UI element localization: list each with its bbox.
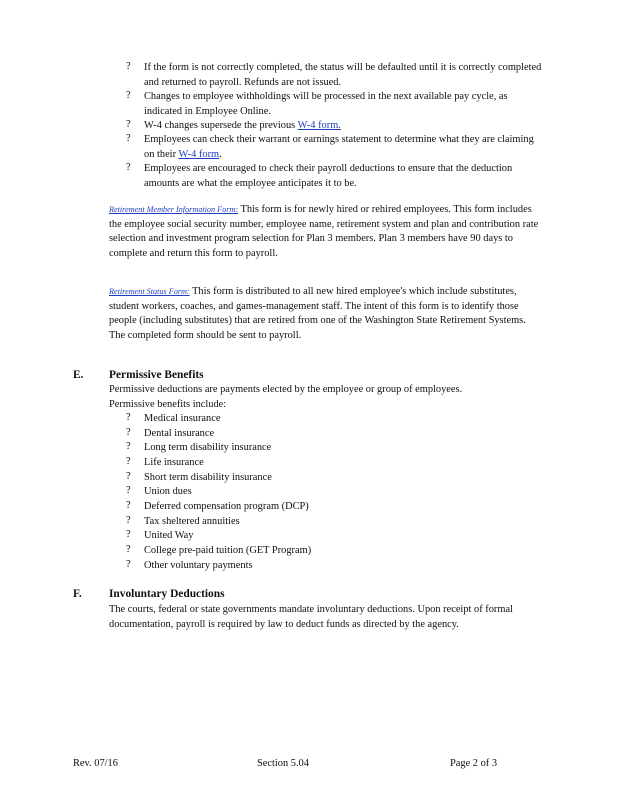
bullet-marker: ? [126,412,131,423]
bullet-text: Changes to employee withholdings will be processed in the next available pay cycle, as indicated in Employee Online. [144,91,508,117]
list-item: ? Medical insurance [126,412,221,424]
bullet-item [126,61,546,91]
retirement-status-paragraph: Retirement Status Form: This form is distributed to all new hired employee's which include substitutes, student workers, coaches, and games-management staff. The intent of this form is to identify those people (including substitutes) that are retired from one of the Washington State Retirement Systems. The completed form should be sent to payroll. [109,286,526,341]
w4-form-link[interactable]: W-4 form [178,148,220,160]
retirement-member-paragraph: Retirement Member Information Form: This form is for newly hired or rehired employees. This form includes the employee social security number, employee name, retirement system and plan and contribution rate selection and investment program selection for Plan 3 members. Plan 3 members have 90 days to complete and return this form to payroll. [109,204,539,259]
footer-section: Section 5.04 [257,758,309,769]
section-intro: Permissive deductions are payments elected by the employee or group of employees. Permissive benefits include: [109,384,463,410]
list-item: ? Deferred compensation program (DCP) [126,500,309,512]
section-letter: F. [73,588,82,600]
retirement-status-form-link[interactable]: Retirement Status Form: [109,287,190,296]
bullet-item [126,133,546,163]
bullet-marker: ? [126,119,131,130]
list-item: ? Life insurance [126,456,204,468]
section-title: Permissive Benefits [109,369,204,381]
list-item: ? Dental insurance [126,427,215,439]
bullet-text: If the form is not correctly completed, the status will be defaulted until it is correctly completed and returned to payroll. Refunds are not issued. [144,62,542,88]
bullet-marker: ? [126,61,131,72]
bullet-marker: ? [126,559,131,570]
bullet-marker: ? [126,500,131,511]
list-item: ? Tax sheltered annuities [126,515,240,527]
section-title: Involuntary Deductions [109,588,225,600]
list-item: ? Union dues [126,485,192,497]
list-item: ? United Way [126,529,194,541]
bullet-item [126,90,546,120]
bullet-marker: ? [126,441,131,452]
bullet-marker: ? [126,485,131,496]
bullet-text: Employees are encouraged to check their payroll deductions to ensure that the deduction amounts are what the employee anticipates it to be. [144,163,513,189]
bullet-marker: ? [126,427,131,438]
bullet-marker: ? [126,90,131,101]
bullet-marker: ? [126,515,131,526]
footer-page-number: Page 2 of 3 [450,758,498,769]
section-text: The courts, federal or state governments mandate involuntary deductions. Upon receipt of formal documentation, payroll is required by law to deduct funds as directed by the agency. [109,604,513,630]
bullet-marker: ? [126,162,131,173]
bullet-marker: ? [126,133,131,144]
bullet-marker: ? [126,544,131,555]
bullet-marker: ? [126,471,131,482]
list-item: ? Other voluntary payments [126,559,253,571]
section-letter: E. [73,369,84,381]
bullet-marker: ? [126,456,131,467]
bullet-text: Employees can check their warrant or earnings statement to determine what they are claiming on their W-4 form. [144,134,534,160]
list-item: ? Short term disability insurance [126,471,272,483]
bullet-text: W-4 changes supersede the previous W-4 form. [144,120,341,131]
footer-revision: Rev. 07/16 [73,758,118,769]
w4-form-link[interactable]: W-4 form. [297,120,341,131]
list-item: ? College pre-paid tuition (GET Program) [126,544,312,556]
bullet-item [126,162,546,192]
bullet-marker: ? [126,529,131,540]
list-item: ? Long term disability insurance [126,441,272,453]
retirement-member-form-link[interactable]: Retirement Member Information Form: [109,205,239,214]
